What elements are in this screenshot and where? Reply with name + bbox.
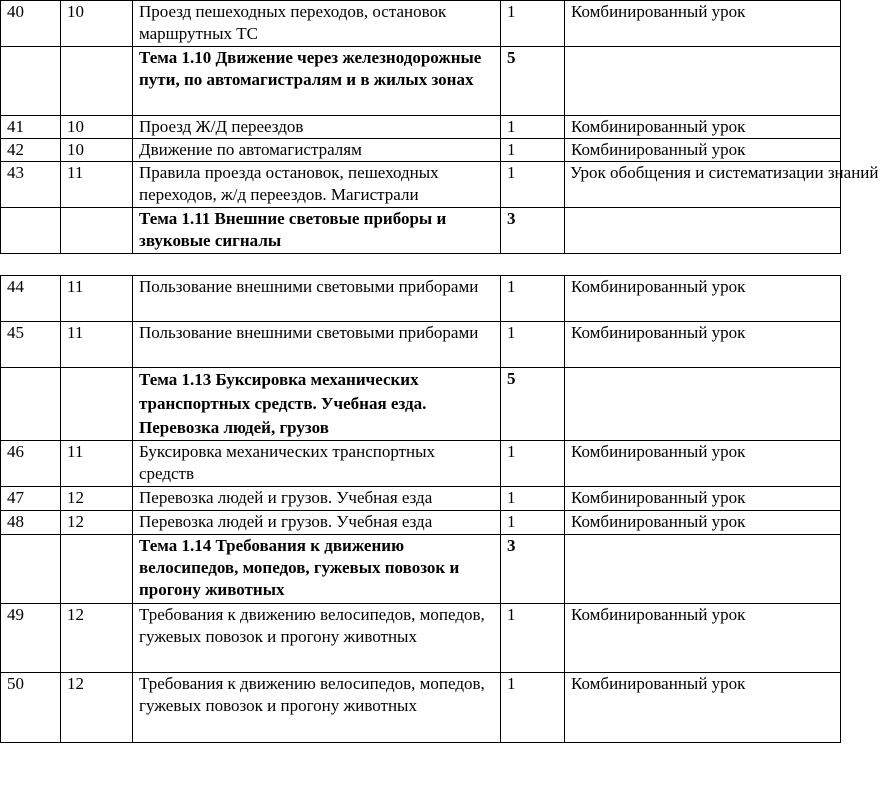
lesson-week: 10 — [61, 139, 133, 162]
empty-cell — [565, 535, 841, 604]
spacer-cell — [1, 254, 841, 276]
table-row — [1, 487, 841, 511]
empty-cell — [1, 368, 61, 441]
lesson-type: Комбинированный урок — [565, 511, 841, 535]
lesson-hours: 1 — [501, 116, 565, 139]
topic-row — [1, 208, 841, 254]
lesson-title: Требования к движению велосипедов, мопедов, гужевых повозок и прогону животных — [133, 673, 501, 743]
topic-hours: 3 — [501, 535, 565, 604]
lesson-week: 12 — [61, 487, 133, 511]
lesson-week: 11 — [61, 322, 133, 368]
lesson-type: Комбинированный урок — [565, 139, 841, 162]
table-row — [1, 276, 841, 322]
lesson-number: 41 — [1, 116, 61, 139]
table-row — [1, 139, 841, 162]
lesson-week: 12 — [61, 604, 133, 673]
topic-title: Тема 1.11 Внешние световые приборы и звуковые сигналы — [133, 208, 501, 254]
topic-hours: 5 — [501, 368, 565, 441]
lesson-week: 10 — [61, 116, 133, 139]
lesson-hours: 1 — [501, 1, 565, 47]
lesson-hours: 1 — [501, 487, 565, 511]
empty-cell — [565, 208, 841, 254]
lesson-type: Комбинированный урок — [565, 673, 841, 743]
lesson-number: 45 — [1, 322, 61, 368]
topic-row — [1, 535, 841, 604]
lesson-hours: 1 — [501, 673, 565, 743]
empty-cell — [61, 535, 133, 604]
lesson-type: Комбинированный урок — [565, 487, 841, 511]
topic-row — [1, 368, 841, 441]
topic-title: Тема 1.14 Требования к движению велосипедов, мопедов, гужевых повозок и прогону животных — [133, 535, 501, 604]
lesson-title: Буксировка механических транспортных средств — [133, 441, 501, 487]
table-row — [1, 441, 841, 487]
empty-cell — [61, 368, 133, 441]
lesson-title: Перевозка людей и грузов. Учебная езда — [133, 487, 501, 511]
spacer-row — [1, 254, 841, 276]
empty-cell — [565, 47, 841, 116]
table-row — [1, 162, 841, 208]
lesson-number: 43 — [1, 162, 61, 208]
lesson-type-text: Урок обобщения и систематизации знаний — [570, 163, 879, 182]
lesson-type: Комбинированный урок — [565, 116, 841, 139]
lesson-title: Требования к движению велосипедов, мопедов, гужевых повозок и прогону животных — [133, 604, 501, 673]
lesson-hours: 1 — [501, 162, 565, 208]
lesson-type: Комбинированный урок — [565, 322, 841, 368]
lesson-title: Перевозка людей и грузов. Учебная езда — [133, 511, 501, 535]
table-row — [1, 116, 841, 139]
lesson-type — [565, 162, 879, 208]
empty-cell — [1, 208, 61, 254]
lesson-week: 12 — [61, 511, 133, 535]
lesson-title: Движение по автомагистралям — [133, 139, 501, 162]
topic-title: Тема 1.10 Движение через железнодорожные пути, по автомагистралям и в жилых зонах — [133, 47, 501, 116]
lesson-hours: 1 — [501, 139, 565, 162]
lesson-type: Комбинированный урок — [565, 604, 841, 673]
lesson-hours: 1 — [501, 441, 565, 487]
lesson-hours: 1 — [501, 276, 565, 322]
lesson-number: 47 — [1, 487, 61, 511]
table-row — [1, 673, 841, 743]
table-row — [1, 604, 841, 673]
lesson-title: Пользование внешними световыми приборами — [133, 276, 501, 322]
lesson-week: 12 — [61, 673, 133, 743]
table-row — [1, 1, 841, 47]
lesson-type: Комбинированный урок — [565, 441, 841, 487]
lesson-hours: 1 — [501, 604, 565, 673]
lesson-number: 40 — [1, 1, 61, 47]
empty-cell — [1, 535, 61, 604]
lesson-week: 11 — [61, 441, 133, 487]
lesson-number: 42 — [1, 139, 61, 162]
lesson-number: 44 — [1, 276, 61, 322]
topic-hours: 5 — [501, 47, 565, 116]
lesson-type: Комбинированный урок — [565, 276, 841, 322]
lesson-title: Правила проезда остановок, пешеходных переходов, ж/д переездов. Магистрали — [133, 162, 501, 208]
lesson-week: 11 — [61, 162, 133, 208]
topic-title: Тема 1.13 Буксировка механических транспортных средств. Учебная езда. Перевозка людей, грузов — [133, 368, 501, 441]
lesson-number: 49 — [1, 604, 61, 673]
table-row — [1, 322, 841, 368]
lesson-hours: 1 — [501, 322, 565, 368]
lesson-title: Проезд пешеходных переходов, остановок маршрутных ТС — [133, 1, 501, 47]
empty-cell — [1, 47, 61, 116]
topic-row — [1, 47, 841, 116]
lesson-number: 50 — [1, 673, 61, 743]
lesson-number: 48 — [1, 511, 61, 535]
empty-cell — [61, 208, 133, 254]
lesson-type: Комбинированный урок — [565, 1, 841, 47]
lesson-title: Пользование внешними световыми приборами — [133, 322, 501, 368]
lesson-title: Проезд Ж/Д переездов — [133, 116, 501, 139]
empty-cell — [61, 47, 133, 116]
lesson-number: 46 — [1, 441, 61, 487]
topic-hours: 3 — [501, 208, 565, 254]
empty-cell — [565, 368, 841, 441]
table-row — [1, 511, 841, 535]
lesson-hours: 1 — [501, 511, 565, 535]
lesson-week: 10 — [61, 1, 133, 47]
lesson-week: 11 — [61, 276, 133, 322]
